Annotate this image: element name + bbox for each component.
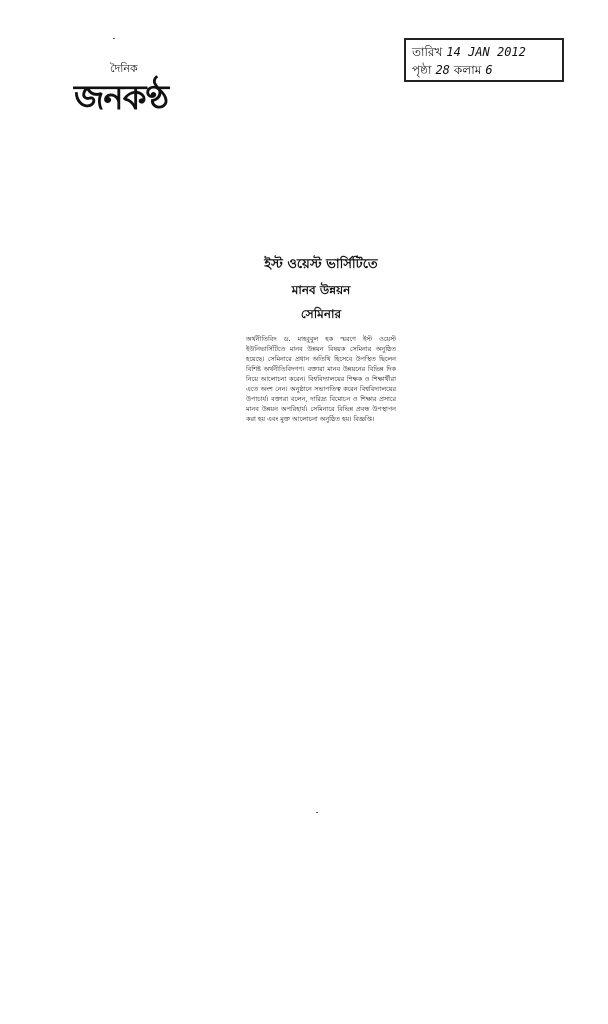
clipping-headline-3: সেমিনার	[300, 307, 342, 321]
clipping-headline-2: মানব উন্নয়ন	[291, 283, 351, 297]
masthead-title: জনকণ্ঠ	[74, 78, 169, 118]
clipping-body: অর্থনীতিবিদ ড. মাহবুবুল হক স্মরণে ইস্ট ওয়েস্ট ইউনিভার্সিটিতে মানব উন্নয়ন বিষয়ক সেমিনার অনুষ্ঠিত হয়েছে। সেমিনারে প্রধান অতিথি হিসেবে উপস্থিত ছিলেন বিশিষ্ট অর্থনীতিবিদগণ। বক্তারা মানব উন্নয়নের বিভিন্ন দিক নিয়ে আলোচনা করেন। বিশ্ববিদ্যালয়ের শিক্ষক ও শিক্ষার্থীরা এতে অংশ নেন। অনুষ্ঠানে সভাপতিত্ব করেন বিশ্ববিদ্যালয়ের উপাচার্য। বক্তারা বলেন, দারিদ্র্য বিমোচন ও শিক্ষার প্রসারে মানব উন্নয়ন অপরিহার্য। সেমিনারে বিভিন্ন প্রবন্ধ উপস্থাপন করা হয় এবং মুক্ত আলোচনা অনুষ্ঠিত হয়। বিজ্ঞপ্তি।	[246, 335, 396, 423]
scan-speck	[113, 38, 115, 39]
stamp-page-value: 28	[435, 63, 450, 77]
stamp-page-row	[412, 61, 556, 79]
newspaper-masthead	[74, 60, 194, 120]
clipping-headline-1: ইস্ট ওয়েস্ট ভার্সিটিতে	[264, 257, 378, 272]
stamp-date-value: 14 JAN 2012	[446, 45, 526, 59]
stamp-date-row	[412, 43, 556, 61]
stamp-column-value: 6	[485, 63, 493, 77]
archive-stamp	[404, 38, 564, 82]
masthead-daily-label: দৈনিক	[110, 62, 138, 75]
stamp-page-label: পৃষ্ঠা	[412, 63, 432, 77]
stamp-column-label: কলাম	[453, 63, 482, 77]
stamp-date-label: তারিখ	[412, 45, 443, 59]
news-clipping	[246, 255, 396, 530]
scan-speck	[316, 812, 318, 813]
